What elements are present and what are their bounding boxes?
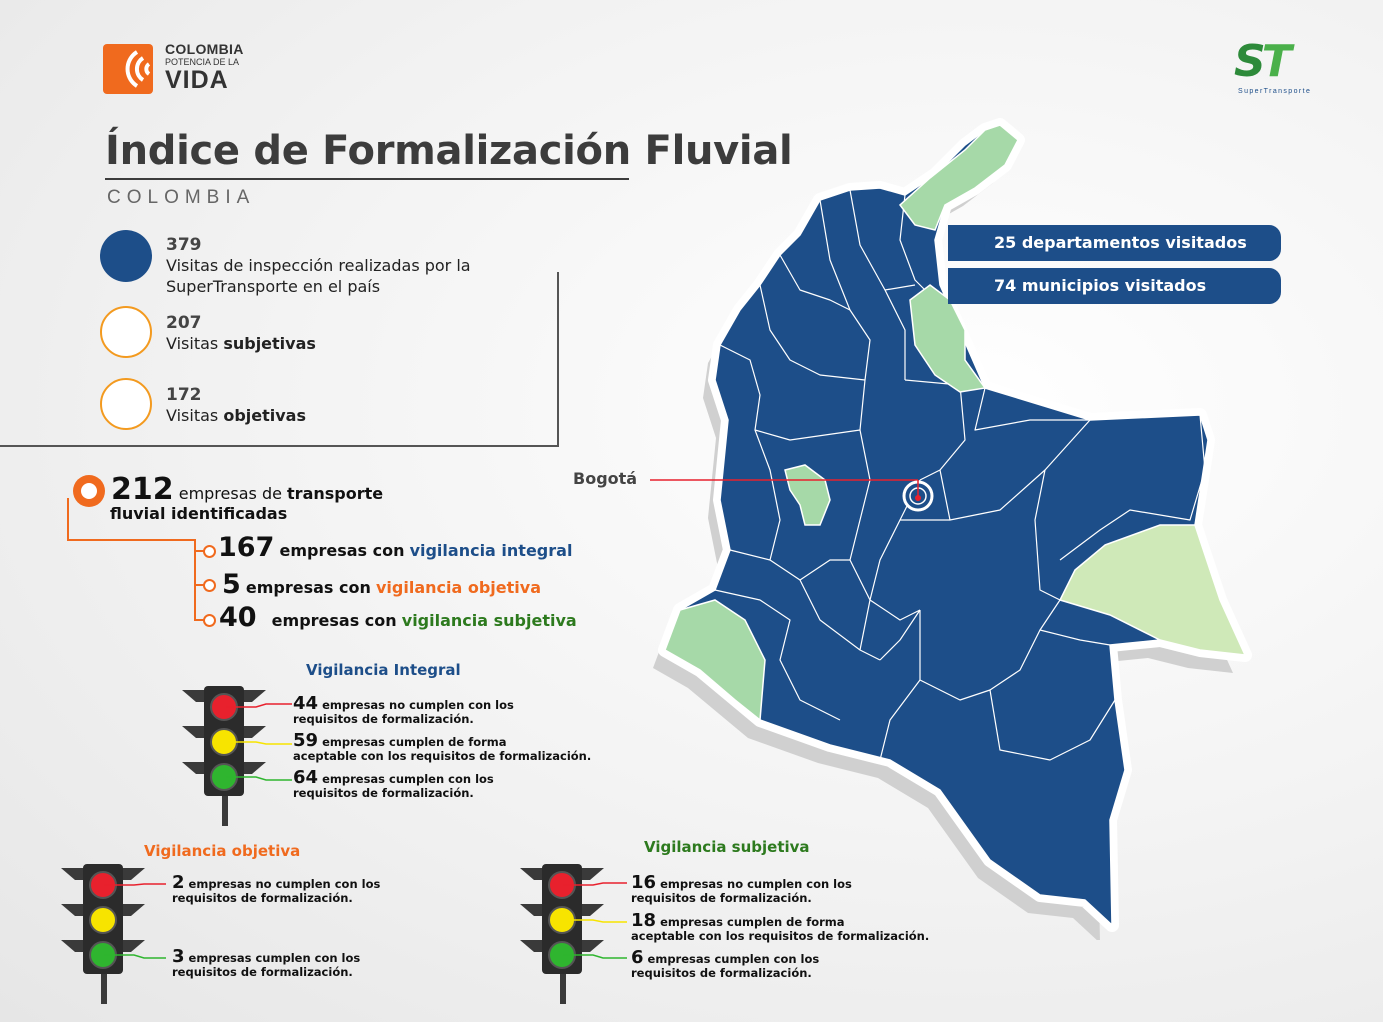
tree-connector [67, 539, 195, 541]
colombia-logo-mark-icon [103, 44, 153, 94]
visits-total-circle-icon [100, 230, 152, 282]
objetiva-green-number: 3 [172, 946, 185, 967]
title-underline [105, 178, 629, 180]
subjetiva-item-green [631, 947, 820, 980]
objetiva-item-red [172, 872, 381, 905]
logo-line1: COLOMBIA [165, 41, 244, 57]
integral-green-line2: requisitos de formalización. [293, 786, 474, 800]
bogota-label: Bogotá [573, 469, 638, 488]
empresas-total [111, 472, 383, 507]
integral-red-line1: empresas no cumplen con los [322, 698, 514, 712]
page-subtitle: COLOMBIA [107, 187, 256, 208]
empresas-total-text: empresas de [178, 484, 288, 503]
visits-subjetivas-number: 207 [166, 313, 202, 333]
page-title: Índice de Formalización Fluvial [105, 128, 793, 174]
empresas-integral-number: 167 [218, 532, 275, 563]
empresas-subjetiva-number: 40 [219, 602, 257, 633]
empresas-total-line2: fluvial identificadas [110, 504, 288, 523]
empresas-subjetiva-text: empresas con [271, 611, 397, 630]
visits-subjetivas-bold: subjetivas [223, 334, 316, 353]
subjetiva-yellow-line2: aceptable con los requisitos de formalización. [631, 929, 930, 943]
empresas-objetiva [222, 569, 541, 600]
subjetiva-red-line1: empresas no cumplen con los [660, 877, 852, 891]
tree-connector [67, 498, 69, 540]
integral-item-red [293, 693, 514, 726]
objetiva-connectors [104, 878, 174, 968]
visits-objetivas [166, 385, 306, 426]
objetiva-item-green [172, 946, 361, 979]
empresas-subjetiva [219, 602, 577, 633]
objetiva-red-number: 2 [172, 872, 185, 893]
integral-yellow-number: 59 [293, 730, 319, 751]
municipios-badge: 74 municipios visitados [948, 268, 1281, 304]
subjetiva-yellow-line1: empresas cumplen de forma [660, 915, 845, 929]
subjetiva-section-title: Vigilancia subjetiva [644, 838, 810, 856]
visits-subjetivas-text: Visitas [166, 334, 224, 353]
supertransporte-name: SuperTransporte [1238, 88, 1312, 95]
empresas-total-dot-icon [73, 475, 105, 507]
empresas-subjetiva-highlight: vigilancia subjetiva [401, 611, 577, 630]
objetiva-green-line1: empresas cumplen con los [188, 951, 361, 965]
visits-total [166, 235, 516, 297]
integral-red-line2: requisitos de formalización. [293, 712, 474, 726]
visits-total-number: 379 [166, 235, 202, 255]
visits-objetivas-text: Visitas [166, 406, 224, 425]
visits-box-border [0, 445, 558, 447]
subjetiva-connectors [563, 878, 633, 968]
empresas-objetiva-number: 5 [222, 569, 241, 600]
subjetiva-red-line2: requisitos de formalización. [631, 891, 812, 905]
subjetiva-green-line1: empresas cumplen con los [647, 952, 820, 966]
objetiva-red-line2: requisitos de formalización. [172, 891, 353, 905]
integral-yellow-line1: empresas cumplen de forma [322, 735, 507, 749]
integral-red-number: 44 [293, 693, 319, 714]
subjetiva-green-number: 6 [631, 947, 644, 968]
subjetiva-yellow-number: 18 [631, 910, 657, 931]
subjetiva-red-number: 16 [631, 872, 657, 893]
logo-line2: POTENCIA DE LA [165, 57, 240, 67]
visits-objetivas-bold: objetivas [223, 406, 306, 425]
supertransporte-logo [1234, 38, 1326, 98]
integral-yellow-line2: aceptable con los requisitos de formalización. [293, 749, 592, 763]
objetiva-red-line1: empresas no cumplen con los [188, 877, 381, 891]
objetiva-green-line2: requisitos de formalización. [172, 965, 353, 979]
integral-section-title: Vigilancia Integral [306, 661, 461, 679]
visits-total-text: Visitas de inspección realizadas por la SuperTransporte en el país [166, 256, 471, 296]
departamentos-badge: 25 departamentos visitados [948, 225, 1281, 261]
colombia-potencia-de-la-vida-logo [103, 42, 253, 94]
visits-subjetivas-circle-icon [100, 306, 152, 358]
st-logo-mark: ST [1234, 36, 1288, 87]
subjetiva-green-line2: requisitos de formalización. [631, 966, 812, 980]
empresas-objetiva-text: empresas con [245, 578, 371, 597]
empresas-total-number: 212 [111, 472, 174, 507]
visits-subjetivas [166, 313, 316, 354]
tree-node-icon [203, 545, 216, 558]
empresas-objetiva-highlight: vigilancia objetiva [375, 578, 541, 597]
integral-item-yellow [293, 730, 592, 763]
integral-green-number: 64 [293, 767, 319, 788]
empresas-integral-highlight: vigilancia integral [409, 541, 573, 560]
empresas-integral-text: empresas con [279, 541, 405, 560]
objetiva-section-title: Vigilancia objetiva [144, 842, 301, 860]
tree-node-icon [203, 614, 216, 627]
empresas-integral [218, 532, 572, 563]
integral-green-line1: empresas cumplen con los [322, 772, 494, 786]
empresas-total-bold: transporte [287, 484, 384, 503]
tree-node-icon [203, 579, 216, 592]
visits-objetivas-number: 172 [166, 385, 202, 405]
visits-objetivas-circle-icon [100, 378, 152, 430]
integral-item-green [293, 767, 494, 800]
logo-line3: VIDA [165, 66, 229, 94]
integral-connectors [226, 700, 296, 790]
visits-box-border [557, 272, 559, 447]
